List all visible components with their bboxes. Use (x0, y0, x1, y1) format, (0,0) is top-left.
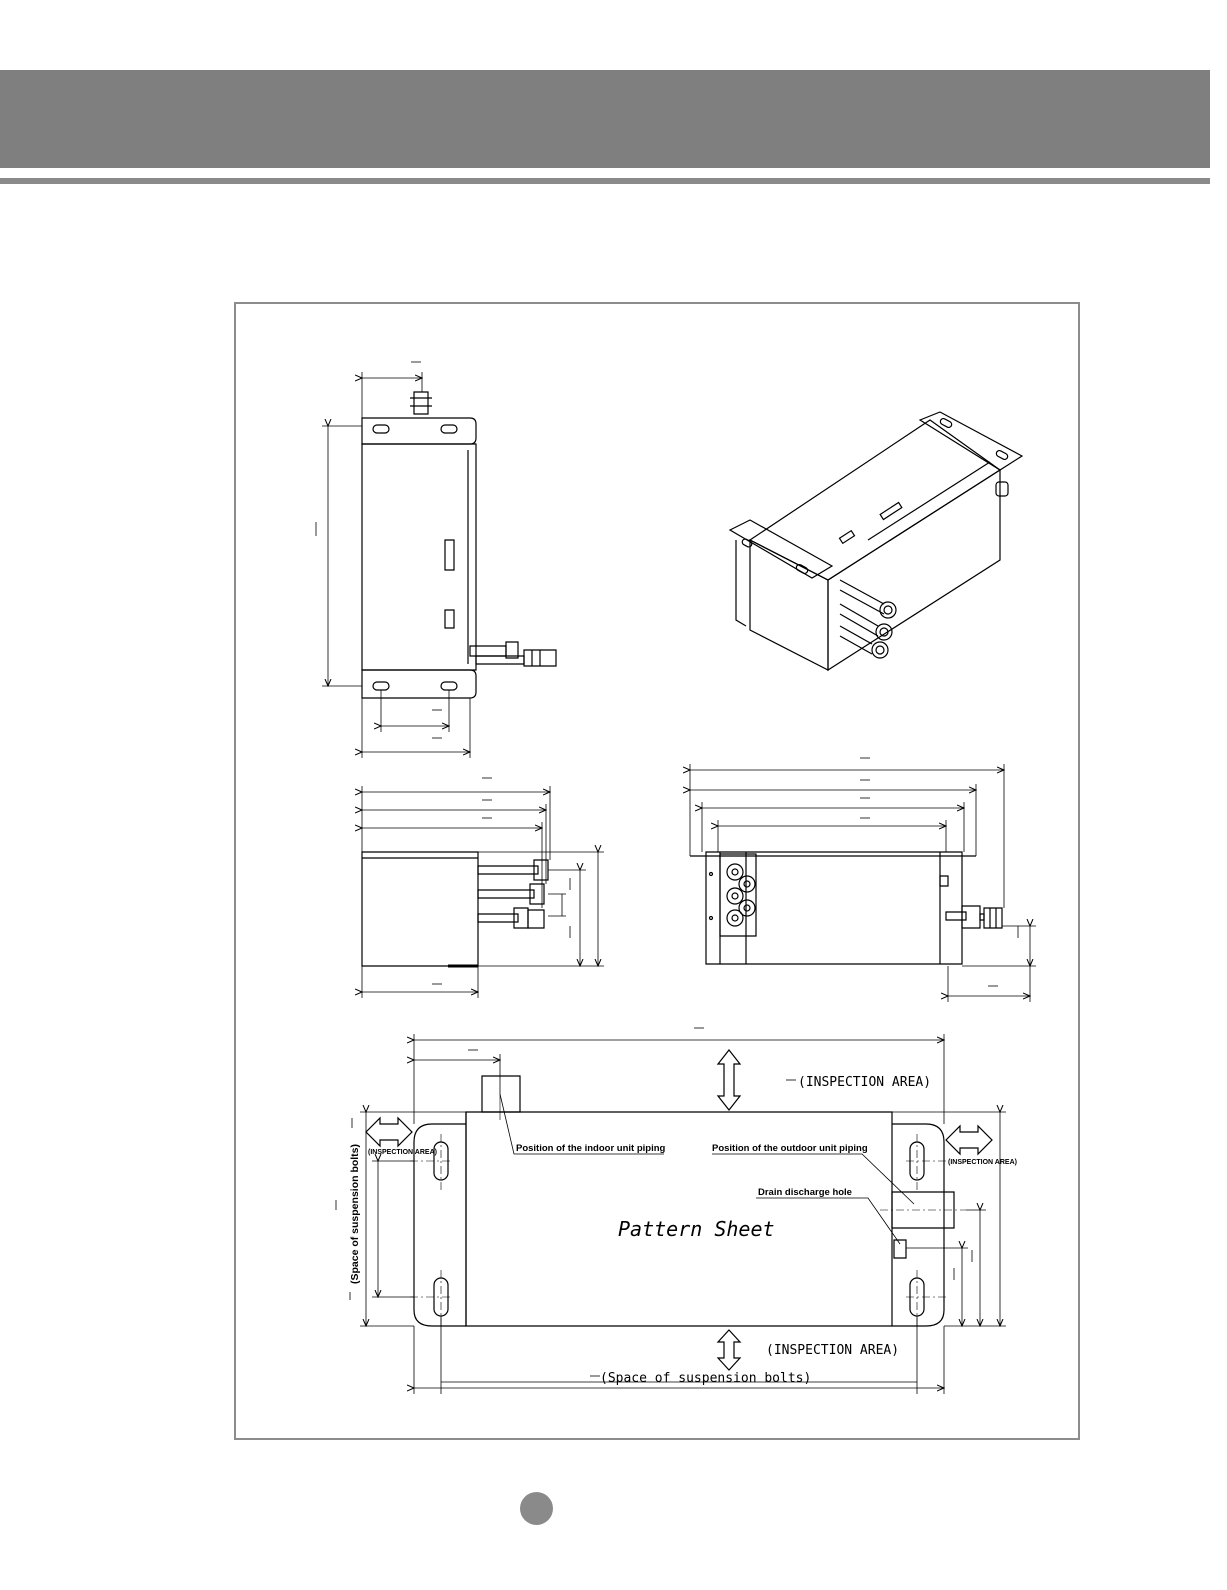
inspection-area-right-label: (INSPECTION AREA) (948, 1159, 1017, 1166)
indoor-piping-label: Position of the indoor unit piping (516, 1143, 666, 1154)
outdoor-piping-label: Position of the outdoor unit piping (712, 1143, 868, 1154)
side-view-dimensions (690, 758, 1036, 1002)
front-view-dimensions (362, 778, 604, 998)
top-view-drawing (362, 392, 556, 698)
pattern-sheet-label: Pattern Sheet (618, 1217, 775, 1241)
iso-pipe-fittings (840, 580, 896, 658)
pattern-sheet-drawing (410, 1076, 966, 1326)
inspection-area-top-label: (INSPECTION AREA) (798, 1075, 932, 1090)
side-view-drawing (690, 852, 1002, 964)
drain-hole-label: Drain discharge hole (758, 1187, 852, 1198)
inspection-area-left-label: (INSPECTION AREA) (368, 1149, 437, 1156)
isometric-view-drawing (730, 412, 1022, 670)
inspection-area-bottom-label: (INSPECTION AREA) (766, 1343, 900, 1358)
space-bolts-vertical-label: (Space of suspension bolts) (349, 1143, 361, 1284)
page-number-dot (520, 1492, 553, 1525)
front-view-drawing (362, 852, 548, 966)
space-bolts-horizontal-label: (Space of suspension bolts) (600, 1371, 812, 1386)
